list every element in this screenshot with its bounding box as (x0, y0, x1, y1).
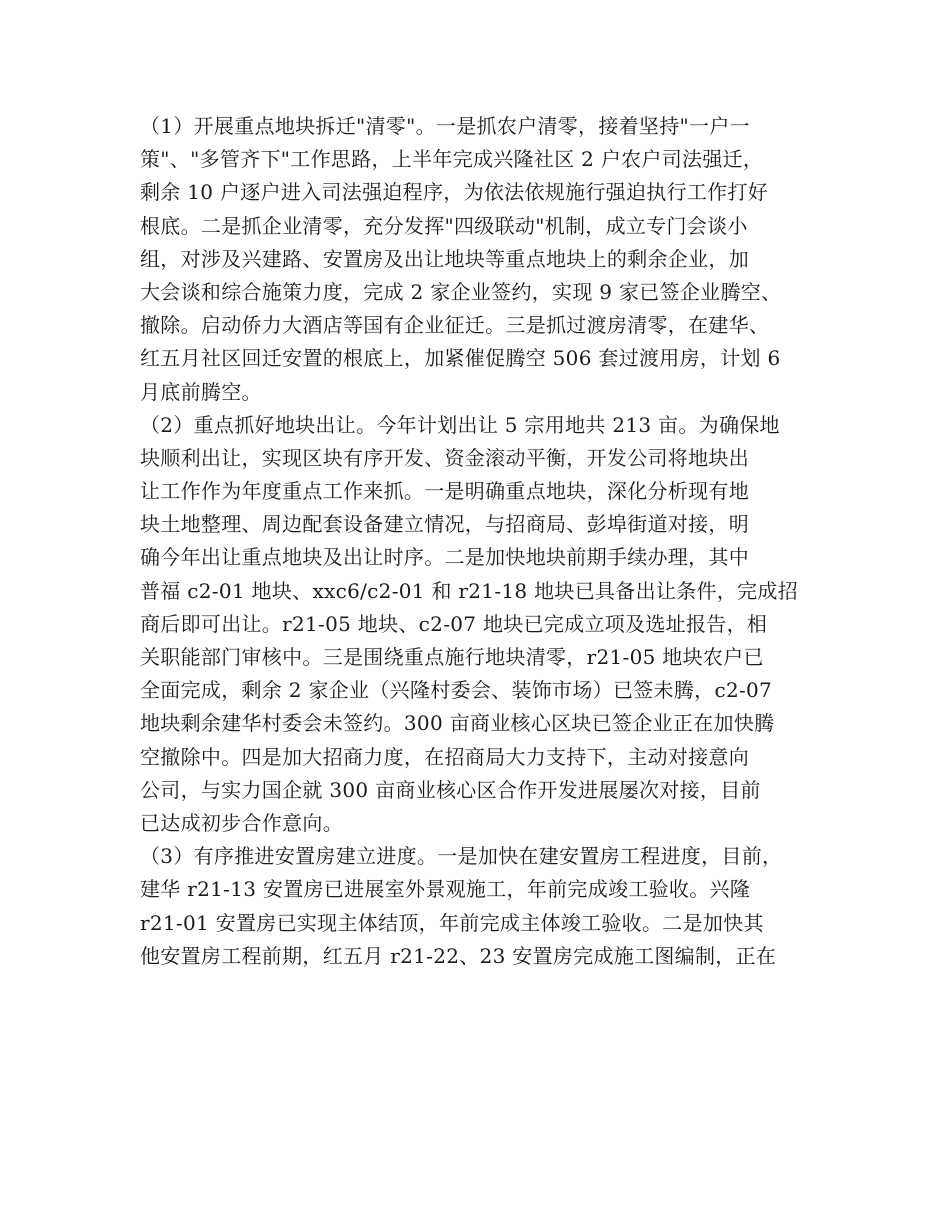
text-line: r21-01 安置房已实现主体结顶，年前完成主体竣工验收。二是加快其 (140, 910, 764, 935)
text-line: （2）重点抓好地块出让。今年计划出让 5 宗用地共 213 亩。为确保地 (140, 412, 780, 437)
text-line: 策"、"多管齐下"工作思路，上半年完成兴隆社区 2 户农户司法强迁， (140, 147, 764, 172)
text-line: 红五月社区回迁安置的根底上，加紧催促腾空 506 套过渡用房，计划 6 (140, 346, 781, 371)
text-line: 让工作作为年度重点工作来抓。一是明确重点地块，深化分析现有地 (140, 479, 749, 504)
text-line: 他安置房工程前期，红五月 r21-22、23 安置房完成施工图编制，正在 (140, 943, 777, 968)
text-line: 公司，与实力国企就 300 亩商业核心区合作开发进展屡次对接，目前 (140, 777, 761, 802)
text-line: 商后即可出让。r21-05 地块、c2-07 地块已完成立项及选址报告，相 (140, 611, 768, 636)
text-line: 地块剩余建华村委会未签约。300 亩商业核心区块已签企业正在加快腾 (140, 711, 775, 736)
text-line: 组，对涉及兴建路、安置房及出让地块等重点地块上的剩余企业，加 (140, 246, 749, 271)
text-line: 块顺利出让，实现区块有序开发、资金滚动平衡，开发公司将地块出 (140, 445, 749, 470)
document-body (140, 110, 840, 973)
text-line: 块土地整理、周边配套设备建立情况，与招商局、彭埠街道对接，明 (140, 512, 749, 537)
text-line: 月底前腾空。 (140, 379, 262, 404)
text-line: （3）有序推进安置房建立进度。一是加快在建安置房工程进度，目前， (140, 844, 783, 869)
text-line: 撤除。启动侨力大酒店等国有企业征迁。三是抓过渡房清零，在建华、 (140, 313, 770, 338)
text-line: 确今年出让重点地块及出让时序。二是加快地块前期手续办理，其中 (140, 545, 749, 570)
text-line: 剩余 10 户逐户进入司法强迫程序，为依法依规施行强迫执行工作打好 (140, 180, 769, 205)
text-line: 普福 c2-01 地块、xxc6/c2-01 和 r21-18 地块已具备出让条件，完成招 (140, 578, 798, 603)
text-line: 建华 r21-13 安置房已进展室外景观施工，年前完成竣工验收。兴隆 (140, 877, 751, 902)
text-line: 空撤除中。四是加大招商力度，在招商局大力支持下，主动对接意向 (140, 744, 749, 769)
text-line: 已达成初步合作意向。 (140, 810, 343, 835)
text-line: 根底。二是抓企业清零，充分发挥"四级联动"机制，成立专门会谈小 (140, 213, 748, 238)
text-line: 大会谈和综合施策力度，完成 2 家企业签约，实现 9 家已签企业腾空、 (140, 279, 782, 304)
text-line: 关职能部门审核中。三是围绕重点施行地块清零，r21-05 地块农户已 (140, 645, 764, 669)
text-line: （1）开展重点地块拆迁"清零"。一是抓农户清零，接着坚持"一户一 (140, 114, 750, 138)
text-line: 全面完成，剩余 2 家企业（兴隆村委会、装饰市场）已签未腾，c2-07 (140, 678, 773, 703)
